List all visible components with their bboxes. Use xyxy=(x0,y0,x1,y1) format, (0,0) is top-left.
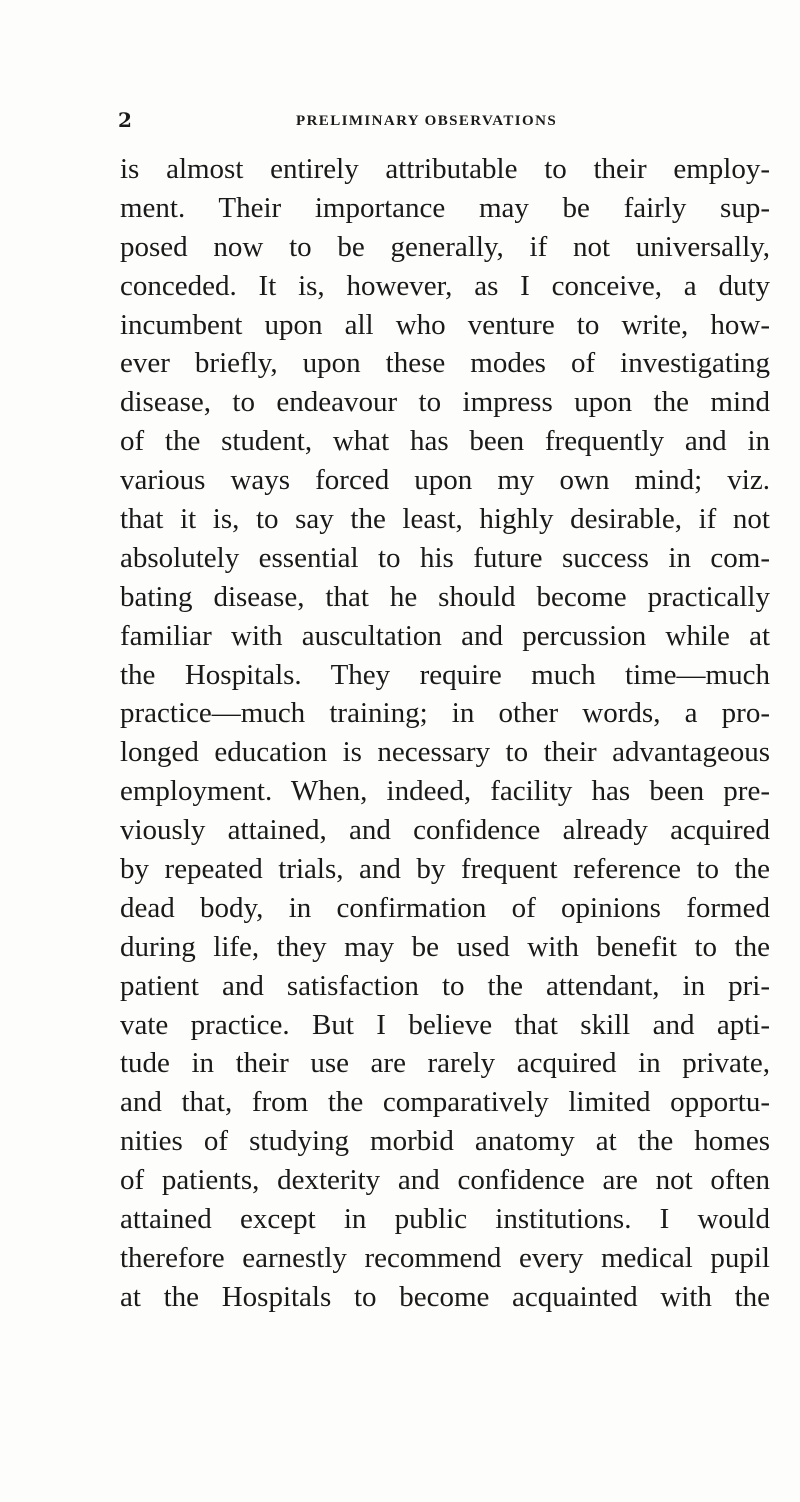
text-line: and that, from the comparatively limited opportu- xyxy=(120,1086,770,1119)
text-line: absolutely essential to his future success in com- xyxy=(120,541,770,574)
text-line: of the student, what has been frequently and in xyxy=(120,425,770,458)
text-line: at the Hospitals to become acquainted with the xyxy=(120,1280,770,1313)
text-line: by repeated trials, and by frequent reference to the xyxy=(120,853,770,886)
text-line: of patients, dexterity and confidence are not often xyxy=(120,1164,770,1197)
text-line: nities of studying morbid anatomy at the homes xyxy=(120,1125,770,1158)
text-line: conceded. It is, however, as I conceive, a duty xyxy=(120,269,770,302)
text-line: tude in their use are rarely acquired in private, xyxy=(120,1047,770,1080)
text-line: the Hospitals. They require much time—much xyxy=(120,658,770,691)
text-line: practice—much training; in other words, a pro- xyxy=(120,697,770,730)
text-line: employment. When, indeed, facility has been pre- xyxy=(120,775,770,808)
text-line: viously attained, and confidence already acquired xyxy=(120,814,770,847)
text-line: during life, they may be used with benefit to the xyxy=(120,930,770,963)
running-head xyxy=(0,108,800,132)
text-line: is almost entirely attributable to their employ- xyxy=(120,153,770,185)
text-line: bating disease, that he should become practically xyxy=(120,580,770,613)
text-line: disease, to endeavour to impress upon the mind xyxy=(120,386,770,419)
text-line: longed education is necessary to their advantageous xyxy=(120,736,770,769)
text-line: vate practice. But I believe that skill and apti- xyxy=(120,1008,770,1041)
text-line: attained except in public institutions. I would xyxy=(120,1203,770,1236)
body-text xyxy=(120,150,770,1317)
text-line: ever briefly, upon these modes of investigating xyxy=(120,347,770,380)
text-line: familiar with auscultation and percussion while at xyxy=(120,619,770,652)
page-number: 2 xyxy=(118,108,132,132)
text-line: dead body, in confirmation of opinions formed xyxy=(120,891,770,924)
text-line: that it is, to say the least, highly desirable, if not xyxy=(120,503,770,536)
text-line: various ways forced upon my own mind; viz. xyxy=(120,464,770,497)
text-line: therefore earnestly recommend every medical pupil xyxy=(120,1241,770,1274)
text-line: patient and satisfaction to the attendant, in pri- xyxy=(120,969,770,1002)
text-line: incumbent upon all who venture to write, how- xyxy=(120,308,770,341)
running-title: PRELIMINARY OBSERVATIONS xyxy=(296,113,558,129)
text-line: ment. Their importance may be fairly sup- xyxy=(120,191,770,224)
text-line: posed now to be generally, if not universally, xyxy=(120,230,770,263)
